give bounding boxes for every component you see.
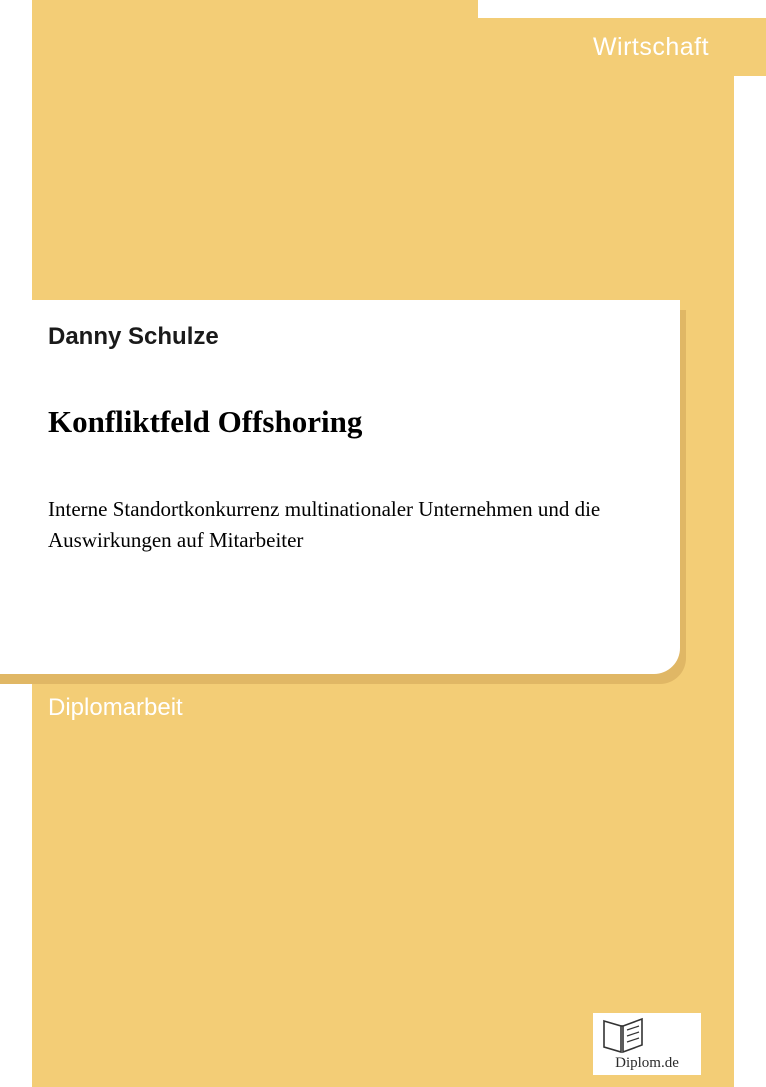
category-label: Wirtschaft: [592, 32, 710, 61]
subtitle: Interne Standortkonkurrenz multinationaler Unternehmen und die Auswirkungen auf Mitarbeiter: [48, 497, 601, 552]
document-type-label: Diplomarbeit: [48, 694, 183, 721]
content-card: [0, 300, 680, 674]
banner-left-gap: [478, 0, 504, 18]
open-book-icon: [601, 1017, 645, 1055]
banner-top-gap: [504, 0, 766, 18]
publisher-logo: [593, 1013, 701, 1075]
banner-below-gap: [734, 76, 766, 1087]
publisher-name: Diplom.de: [615, 1055, 679, 1071]
category-banner: [536, 18, 766, 76]
author-name: Danny Schulze: [48, 323, 219, 350]
page-title: Konfliktfeld Offshoring: [48, 404, 363, 439]
